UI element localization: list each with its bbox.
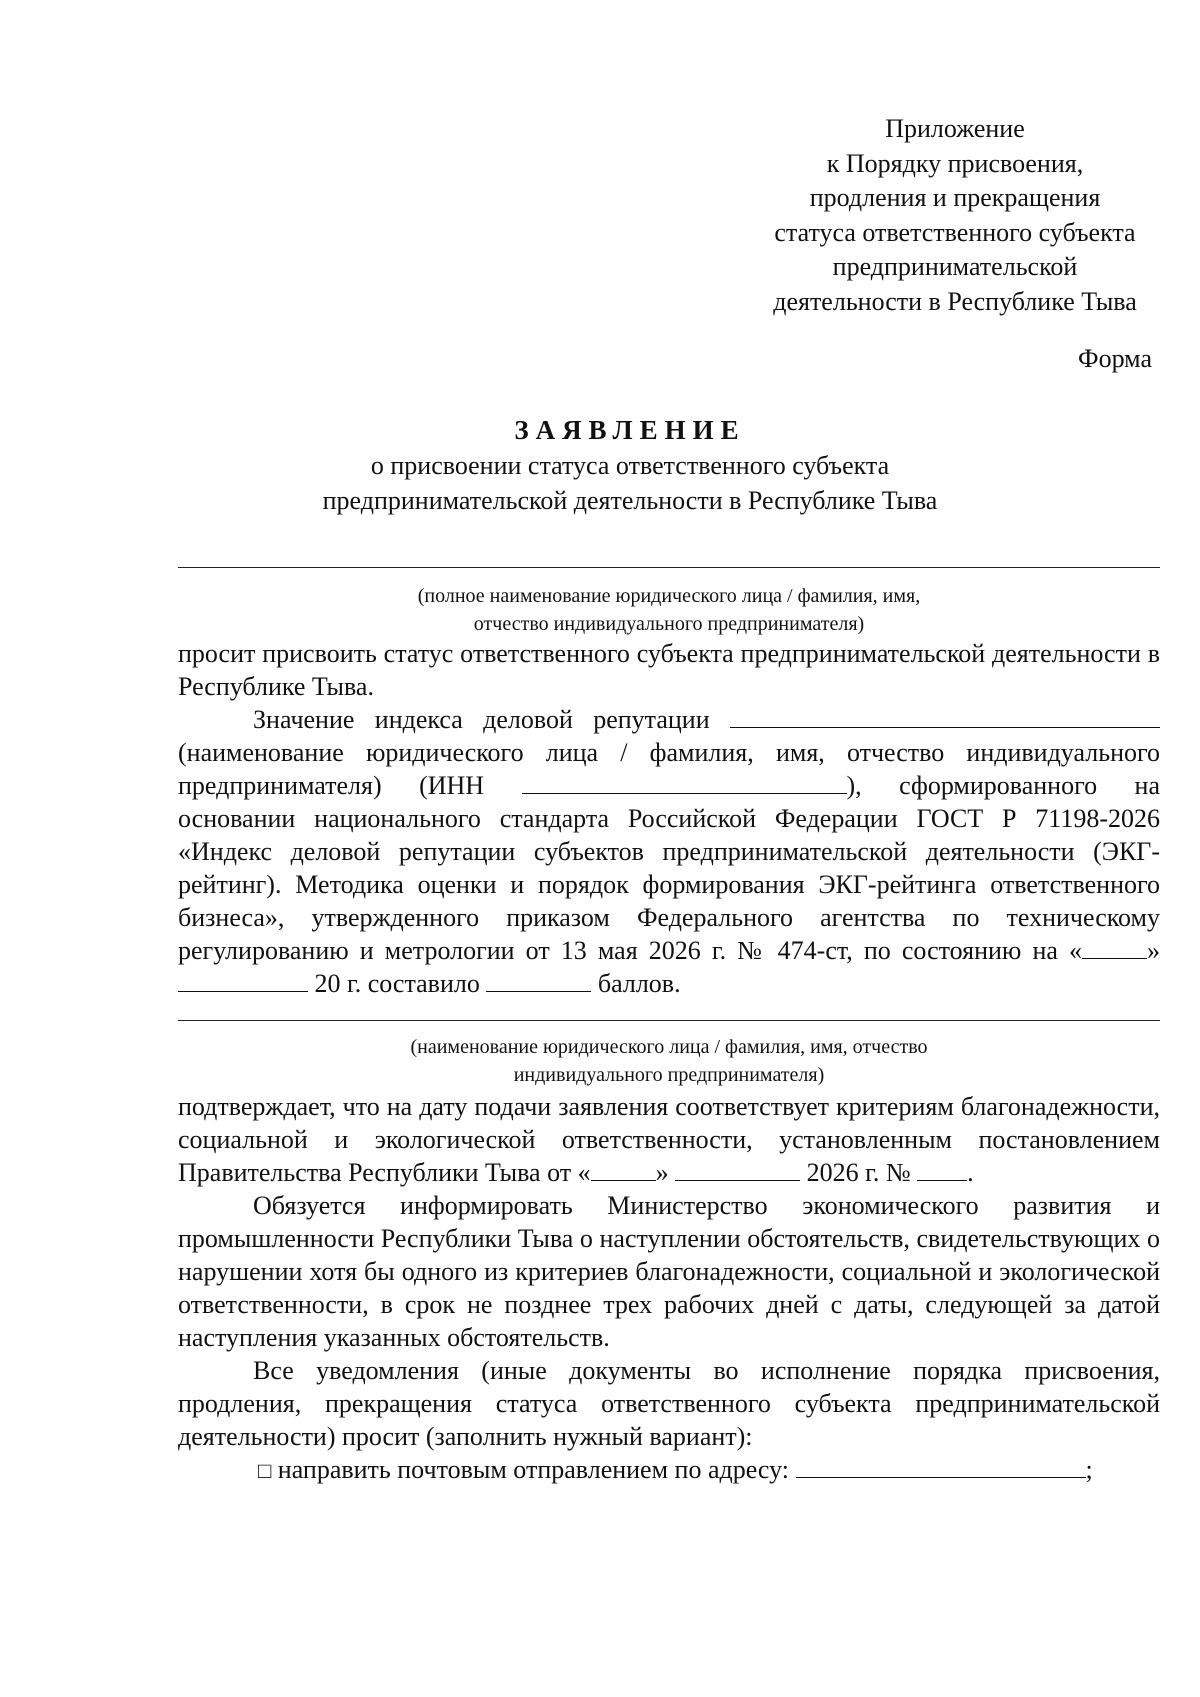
request-paragraph: просит присвоить статус ответственного субъекта предпринимательской деятельности в Республике Тыва. [178, 639, 1160, 701]
confirm-text: подтверждает, что на дату подачи заявления соответствует критериям благонадежности, социальной и экологической ответственности, установленным постановлением Правительства Республики Тыва от « [178, 1092, 1160, 1187]
applicant-name-line[interactable] [178, 567, 1160, 568]
index-text: (наименование юридического лица / фамилия, имя, отчество индивидуального предпринимателя) (ИНН [178, 738, 1160, 800]
resolution-day-field[interactable] [591, 1158, 656, 1181]
confirm-paragraph [178, 1090, 1160, 1189]
applicant-name-caption-2 [178, 1033, 1160, 1089]
body-section-2 [178, 1090, 1160, 1487]
form-label: Форма [1078, 344, 1152, 373]
number-sign: № [885, 1158, 911, 1187]
appendix-line: статуса ответственного субъекта [774, 217, 1136, 247]
appendix-line: Приложение [885, 114, 1025, 143]
confirm-text: 2026 г. [806, 1158, 880, 1187]
inn-field[interactable] [522, 771, 847, 794]
checkbox-icon[interactable]: □ [258, 1458, 272, 1483]
document-title: ЗАЯВЛЕНИЕ [514, 415, 746, 445]
index-text: » [1147, 936, 1160, 965]
applicant-name-line-2[interactable] [178, 1020, 1160, 1021]
appendix-header [745, 112, 1165, 319]
caption-line: отчество индивидуального предпринимателя) [473, 613, 865, 635]
document-subtitle-line: предпринимательской деятельности в Республике Тыва [322, 486, 938, 515]
appendix-line: к Порядку присвоения, [826, 148, 1084, 178]
applicant-name-caption [178, 582, 1160, 638]
index-paragraph [178, 703, 1160, 1000]
oblige-paragraph: Обязуется информировать Министерство экономического развития и промышленности Республики Тыва о наступлении обстоятельств, свидетельствующих о нарушении хотя бы одного из критериев благонадежности, социальной и экологической ответственности, в срок не позднее трех рабочих дней с даты, следующей за датой наступления указанных обстоятельств. [178, 1191, 1160, 1352]
index-value-field[interactable] [730, 705, 1160, 728]
date-month-field[interactable] [178, 969, 308, 992]
resolution-month-field[interactable] [675, 1158, 800, 1181]
body-section-1 [178, 637, 1160, 1000]
index-text: 20 г. составило [314, 969, 480, 998]
notify-paragraph: Все уведомления (иные документы во исполнение порядка присвоения, продления, прекращения статуса ответственного субъекта предпринимательской деятельности) просит (заполнить нужный вариант): [178, 1356, 1160, 1451]
appendix-line: деятельности в Республике Тыва [773, 286, 1137, 316]
date-day-field[interactable] [1082, 936, 1147, 959]
index-text: Значение индекса деловой репутации [253, 705, 710, 734]
title-block [170, 412, 1090, 518]
mail-address-field[interactable] [796, 1455, 1086, 1478]
confirm-text: . [967, 1158, 974, 1187]
resolution-number-field[interactable] [917, 1158, 967, 1181]
score-field[interactable] [486, 969, 591, 992]
mail-option-label: направить почтовым отправлением по адресу: [277, 1455, 789, 1484]
appendix-line: предпринимательской [832, 252, 1078, 281]
index-text: баллов. [597, 969, 681, 998]
index-text: ), сформированного на основании национального стандарта Российской Федерации ГОСТ Р 71198-2026 «Индекс деловой репутации субъектов предпринимательской деятельности (ЭКГ-рейтинг). Методика оценки и порядок формирования ЭКГ-рейтинга ответственного бизнеса», утвержденного приказом Федерального агентства по техническому регулированию и метрологии от 13 мая 2026 г. № 474-ст, по состоянию на « [178, 771, 1161, 965]
caption-line: (полное наименование юридического лица / фамилия, имя, [417, 585, 921, 607]
mail-option [178, 1453, 1160, 1487]
confirm-text: » [655, 1158, 669, 1187]
document-subtitle-line: о присвоении статуса ответственного субъекта [370, 451, 890, 480]
appendix-line: продления и прекращения [809, 183, 1101, 212]
caption-line: индивидуального предпринимателя) [513, 1064, 825, 1086]
caption-line: (наименование юридического лица / фамилия, имя, отчество [410, 1036, 928, 1058]
mail-option-end: ; [1085, 1455, 1093, 1484]
